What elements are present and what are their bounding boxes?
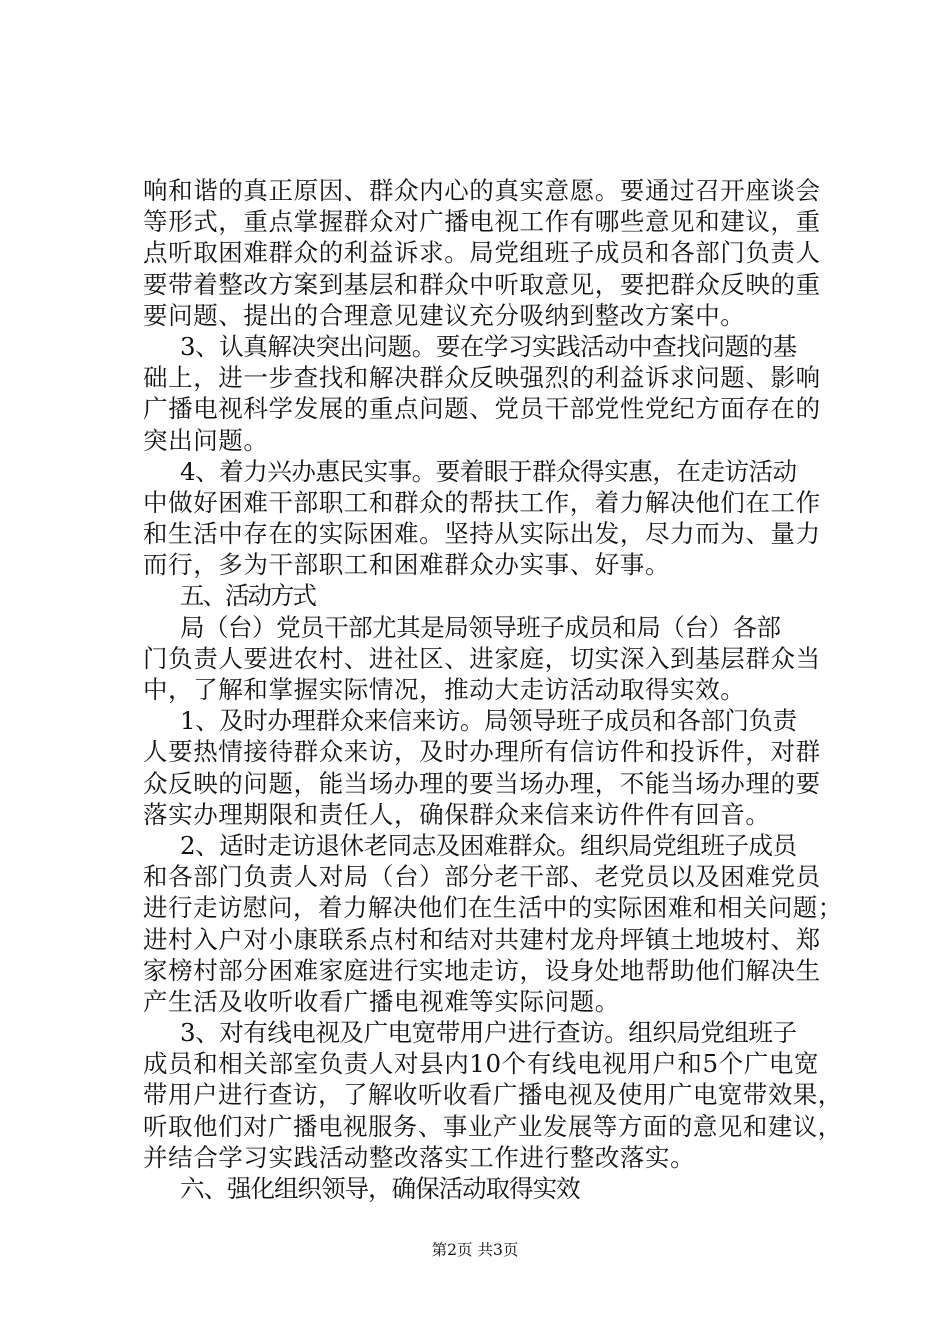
text-line: 3、认真解决突出问题。要在学习实践活动中查找问题的基 [180, 331, 797, 361]
text-line: 1、及时办理群众来信来访。局领导班子成员和各部门负责 [180, 706, 797, 736]
text-line: 要带着整改方案到基层和群众中听取意见，要把群众反映的重 [143, 269, 821, 299]
text-line: 众反映的问题，能当场办理的要当场办理，不能当场办理的要 [143, 768, 821, 798]
text-line: 落实办理期限和责任人，确保群众来信来访件件有回音。 [143, 799, 771, 829]
text-line: 突出问题。 [143, 425, 269, 455]
text-line: 点听取困难群众的利益诉求。局党组班子成员和各部门负责人 [143, 238, 821, 268]
text-line: 而行，多为干部职工和困难群众办实事、好事。 [143, 550, 671, 580]
document-body [143, 175, 843, 1204]
text-line: 中做好困难干部职工和群众的帮扶工作，着力解决他们在工作 [143, 487, 821, 517]
text-line: 产生活及收听收看广播电视难等实际问题。 [143, 986, 620, 1016]
text-line: 和各部门负责人对局（台）部分老干部、老党员以及困难党员 [143, 862, 821, 892]
text-line: 六、强化组织领导，确保活动取得实效 [180, 1174, 580, 1203]
text-line: 进行走访慰问，着力解决他们在生活中的实际困难和相关问题； [143, 893, 843, 923]
text-line: 础上，进一步查找和解决群众反映强烈的利益诉求问题、影响 [143, 363, 821, 393]
text-line: 局（台）党员干部尤其是局领导班子成员和局（台）各部 [180, 612, 781, 642]
text-line: 3、对有线电视及广电宽带用户进行查访。组织局党组班子 [180, 1018, 797, 1048]
text-line: 进村入户对小康联系点村和结对共建村龙舟坪镇土地坡村、郑 [143, 924, 821, 954]
text-line: 成员和相关部室负责人对县内10个有线电视用户和5个广电宽 [143, 1049, 820, 1079]
text-line: 广播电视科学发展的重点问题、党员干部党性党纪方面存在的 [143, 394, 821, 424]
text-line: 2、适时走访退休老同志及困难群众。组织局党组班子成员 [180, 830, 797, 860]
text-line: 响和谐的真正原因、群众内心的真实意愿。要通过召开座谈会 [143, 176, 821, 205]
text-line: 和生活中存在的实际困难。坚持从实际出发，尽力而为、量力 [143, 519, 821, 549]
text-line: 门负责人要进农村、进社区、进家庭，切实深入到基层群众当 [143, 643, 821, 673]
text-line: 人要热情接待群众来访，及时办理所有信访件和投诉件，对群 [143, 737, 821, 767]
text-line: 听取他们对广播电视服务、事业产业发展等方面的意见和建议， [143, 1111, 843, 1141]
text-line: 五、活动方式 [180, 581, 315, 611]
text-line: 并结合学习实践活动整改落实工作进行整改落实。 [143, 1142, 696, 1172]
text-line: 带用户进行查访，了解收听收看广播电视及使用广电宽带效果， [143, 1080, 843, 1110]
text-line: 中，了解和掌握实际情况，推动大走访活动取得实效。 [143, 675, 746, 704]
text-line: 4、着力兴办惠民实事。要着眼于群众得实惠，在走访活动 [180, 456, 797, 486]
page-footer: 第2页 共3页 [431, 1241, 519, 1259]
text-line: 要问题、提出的合理意见建议充分吸纳到整改方案中。 [143, 300, 746, 330]
text-line: 等形式，重点掌握群众对广播电视工作有哪些意见和建议，重 [143, 207, 821, 237]
text-line: 家榜村部分困难家庭进行实地走访，设身处地帮助他们解决生 [143, 955, 821, 985]
